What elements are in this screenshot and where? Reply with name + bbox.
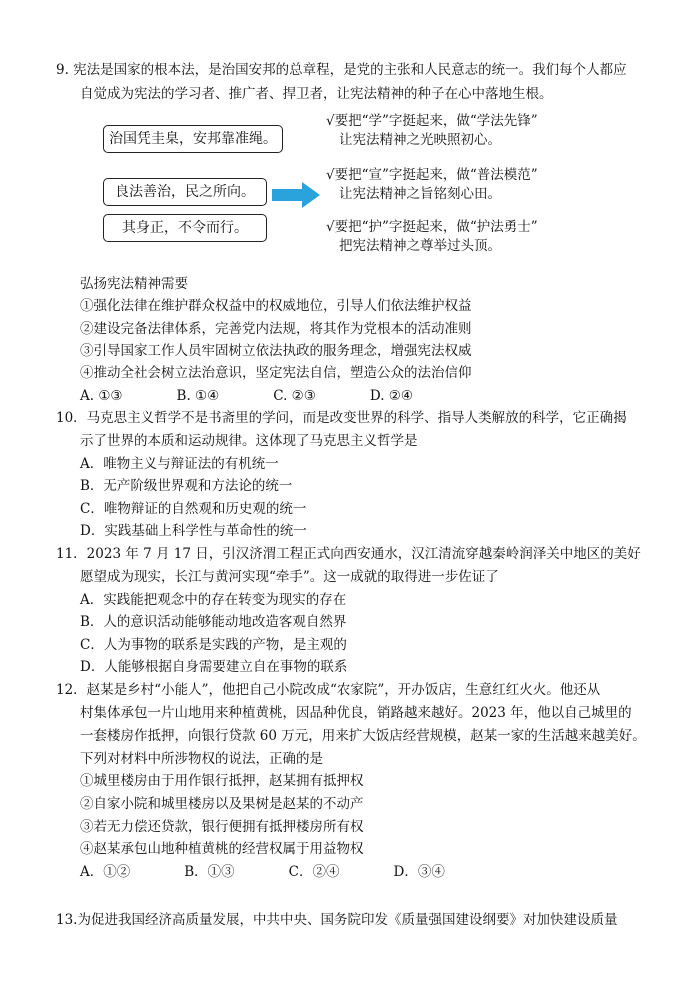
q9-stem-line1: 9. 宪法是国家的根本法，是治国安邦的总章程，是党的主张和人民意志的统一。我们每个人都应	[56, 62, 627, 78]
q9-right-3b: 把宪法精神之尊举过头顶。	[339, 238, 501, 254]
q12-stem-line3: 一套楼房作抵押，向银行贷款 60 万元，用来扩大饭店经营规模，赵某一家的生活越来越美好。	[80, 728, 646, 744]
q10-option-d: D．实践基础上科学性与革命性的统一	[80, 523, 307, 539]
q11-option-b: B．人的意识活动能够能动地改造客观自然界	[80, 614, 347, 630]
q9-quote-box-2: 良法善治，民之所向。	[103, 178, 267, 206]
q12-choices: A．①② B．①③ C．②④ D．③④	[80, 864, 445, 880]
q9-quote-box-1: 治国凭圭臬，安邦靠准绳。	[103, 125, 283, 153]
q9-stem-line2: 自觉成为宪法的学习者、推广者、捍卫者，让宪法精神的种子在心中落地生根。	[80, 86, 553, 102]
q9-option-4: ④推动全社会树立法治意识，坚定宪法自信，塑造公众的法治信仰	[80, 365, 472, 381]
q11-stem-line1: 11．2023 年 7 月 17 日，引汉济渭工程正式向西安通水，汉江清流穿越秦岭润泽关中地区的美好	[56, 546, 641, 562]
q9-quote-box-3: 其身正，不令而行。	[103, 214, 267, 242]
q12-stem-line2: 村集体承包一片山地用来种植黄桃，因品种优良，销路越来越好。2023 年，他以自己城里的	[80, 705, 632, 721]
q11-option-a: A．实践能把观念中的存在转变为现实的存在	[80, 592, 347, 608]
q12-option-4: ④赵某承包山地种植黄桃的经营权属于用益物权	[80, 841, 364, 857]
q9-option-1: ①强化法律在维护群众权益中的权威地位，引导人们依法维护权益	[80, 298, 472, 314]
q11-option-c: C．人为事物的联系是实践的产物，是主观的	[80, 637, 347, 653]
q12-stem-line4: 下列对材料中所涉物权的说法，正确的是	[80, 751, 323, 767]
q9-right-2b: 让宪法精神之旨铭刻心田。	[339, 186, 501, 202]
q12-option-3: ③若无力偿还贷款，银行便拥有抵押楼房所有权	[80, 819, 364, 835]
q9-right-3a: √要把“护”字挺起来，做“护法勇士”	[326, 219, 538, 235]
q10-option-a: A．唯物主义与辩证法的有机统一	[80, 456, 279, 472]
q9-right-1a: √要把“学”字挺起来，做“学法先锋”	[326, 113, 538, 129]
q12-option-1: ①城里楼房由于用作银行抵押，赵某拥有抵押权	[80, 773, 364, 789]
q12-option-2: ②自家小院和城里楼房以及果树是赵某的不动产	[80, 796, 364, 812]
q10-stem-line2: 示了世界的本质和运动规律。这体现了马克思主义哲学是	[80, 433, 418, 449]
q10-stem-line1: 10．马克思主义哲学不是书斋里的学问，而是改变世界的科学、指导人类解放的科学，它正确揭	[56, 410, 627, 426]
q13-stem-line1: 13.为促进我国经济高质量发展，中共中央、国务院印发《质量强国建设纲要》对加快建设质量	[56, 912, 618, 928]
q9-option-3: ③引导国家工作人员牢固树立依法执政的服务理念，增强宪法权威	[80, 343, 472, 359]
q11-option-d: D．人能够根据自身需要建立自在事物的联系	[80, 659, 348, 675]
q9-question: 弘扬宪法精神需要	[80, 276, 188, 292]
q12-stem-line1: 12．赵某是乡村“小能人”，他把自己小院改成“农家院”，开办饭店，生意红红火火。他还从	[56, 682, 601, 698]
right-arrow-icon	[272, 180, 322, 210]
q11-stem-line2: 愿望成为现实，长江与黄河实现“牵手”。这一成就的取得进一步佐证了	[80, 569, 499, 585]
q9-right-2a: √要把“宣”字挺起来，做“普法模范”	[326, 167, 538, 183]
q10-option-b: B．无产阶级世界观和方法论的统一	[80, 478, 293, 494]
q10-option-c: C．唯物辩证的自然观和历史观的统一	[80, 501, 307, 517]
q9-choices: A. ①③ B. ①④ C. ②③ D. ②④	[80, 388, 414, 404]
q9-option-2: ②建设完备法律体系，完善党内法规，将其作为党根本的活动准则	[80, 321, 472, 337]
q9-right-1b: 让宪法精神之光映照初心。	[339, 132, 501, 148]
